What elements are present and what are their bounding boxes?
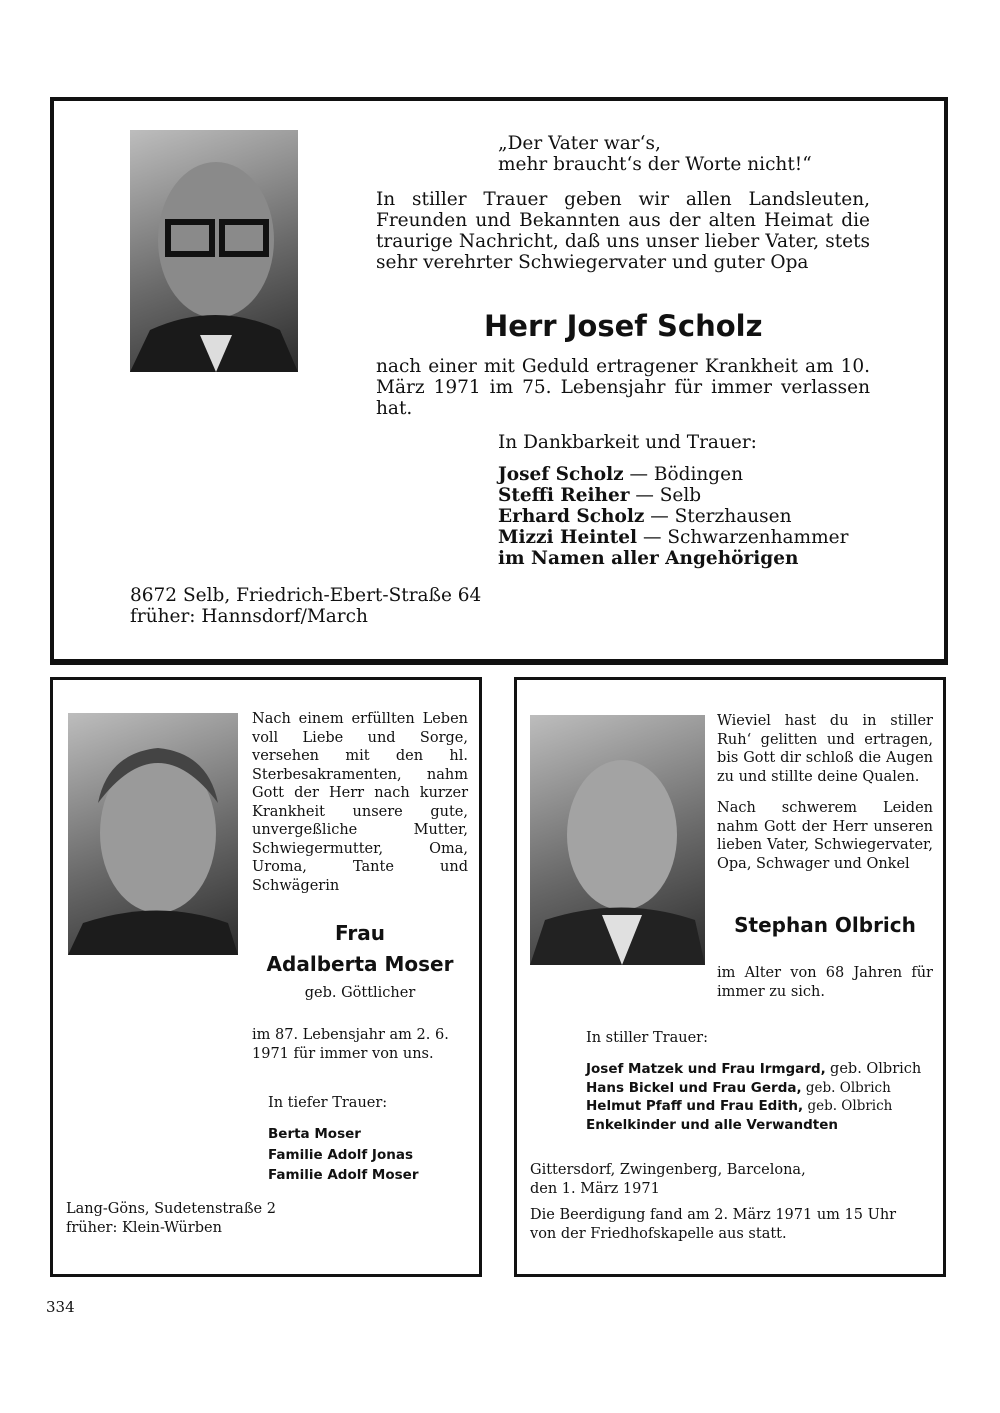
mourner-name: Steffi Reiher (498, 485, 630, 506)
scholz-address: 8672 Selb, Friedrich-Ebert-Straße 64 (130, 585, 482, 606)
olbrich-funeral: von der Friedhofskapelle aus statt. (530, 1225, 787, 1242)
scholz-former-address: früher: Hannsdorf/March (130, 606, 368, 627)
scholz-intro: In stiller Trauer geben wir allen Landsleuten, Freunden und Bekannten aus der alten Heimat die traurige Nachricht, daß uns unser lieber Vater, stets sehr verehrter Schwiegervater und guter Opa (376, 189, 870, 273)
moser-title: Frau (335, 921, 385, 945)
mourner-name: Helmut Pfaff und Frau Edith, (586, 1098, 804, 1114)
olbrich-mourning-label: In stiller Trauer: (586, 1030, 708, 1046)
moser-mourning-label: In tiefer Trauer: (268, 1095, 388, 1111)
moser-born: geb. Göttlicher (304, 985, 416, 1001)
scholz-mourners (498, 464, 848, 569)
man-portrait-icon (530, 715, 705, 965)
scholz-after: nach einer mit Geduld ertragener Krankheit am 10. März 1971 im 75. Lebensjahr für immer verlassen hat. (376, 356, 870, 419)
mourner-name: Mizzi Heintel (498, 527, 638, 548)
divider (50, 661, 948, 665)
mourner-name: Josef Scholz (498, 464, 624, 485)
mourner-name: Enkelkinder und alle Verwandten (586, 1116, 839, 1133)
moser-address: Lang-Göns, Sudetenstraße 2 (66, 1201, 276, 1217)
scholz-mourning-label: In Dankbarkeit und Trauer: (498, 432, 757, 453)
olbrich-after: im Alter von 68 Jahren für immer zu sich. (717, 965, 933, 1000)
olbrich-date: den 1. März 1971 (530, 1180, 660, 1197)
mourner-name: Josef Matzek und Frau Irmgard, (586, 1061, 826, 1077)
mourner-name: im Namen aller Angehörigen (498, 548, 799, 569)
mourner-name: Berta Moser (268, 1126, 361, 1142)
portrait-adalberta-moser (68, 713, 238, 955)
mourner-place: — Selb (635, 485, 702, 506)
quote-line: mehr braucht‘s der Worte nicht!“ (498, 154, 812, 175)
olbrich-intro2: Nach schwerem Leiden nahm Gott der Herr unseren lieben Vater, Schwiegervater, Opa, Schwager und Onkel (717, 800, 933, 872)
quote-line: „Der Vater war‘s, (498, 133, 661, 154)
mourner-name: Erhard Scholz (498, 506, 645, 527)
olbrich-name: Stephan Olbrich (734, 913, 916, 937)
moser-name: Adalberta Moser (266, 952, 454, 976)
olbrich-funeral: Die Beerdigung fand am 2. März 1971 um 15 Uhr (530, 1207, 897, 1223)
mourner-suffix: geb. Olbrich (807, 1098, 893, 1114)
scholz-name: Herr Josef Scholz (484, 309, 763, 343)
olbrich-place: Gittersdorf, Zwingenberg, Barcelona, (530, 1162, 806, 1178)
woman-portrait-icon (68, 713, 238, 955)
man-portrait-icon (130, 130, 298, 372)
mourner-suffix: geb. Olbrich (830, 1061, 922, 1077)
mourner-name: Familie Adolf Jonas (268, 1146, 413, 1163)
moser-after: im 87. Lebensjahr am 2. 6. (252, 1027, 449, 1043)
page-number: 334 (46, 1298, 75, 1316)
portrait-stephan-olbrich (530, 715, 705, 965)
moser-intro: Nach einem erfüllten Leben voll Liebe und Sorge, versehen mit den hl. Sterbesakramenten, nahm Gott der Herr nach kurzer Krankheit unsere gute, unvergeßliche Mutter, Schwiegermutter, Oma, Uroma, Tante und Schwägerin (252, 711, 468, 894)
moser-after: 1971 für immer von uns. (252, 1045, 434, 1062)
mourner-name: Familie Adolf Moser (268, 1167, 419, 1183)
mourner-place: — Bödingen (629, 464, 744, 485)
moser-former-address: früher: Klein-Würben (66, 1219, 222, 1236)
mourner-place: — Schwarzenhammer (642, 527, 849, 548)
portrait-josef-scholz (130, 130, 298, 372)
mourner-place: — Sterzhausen (650, 506, 792, 527)
olbrich-intro: Wieviel hast du in stiller Ruh‘ gelitten und ertragen, bis Gott dir schloß die Augen zu und stillte deine Qualen. (717, 713, 933, 785)
mourner-name: Hans Bickel und Frau Gerda, (586, 1079, 802, 1096)
mourner-suffix: geb. Olbrich (805, 1079, 891, 1096)
